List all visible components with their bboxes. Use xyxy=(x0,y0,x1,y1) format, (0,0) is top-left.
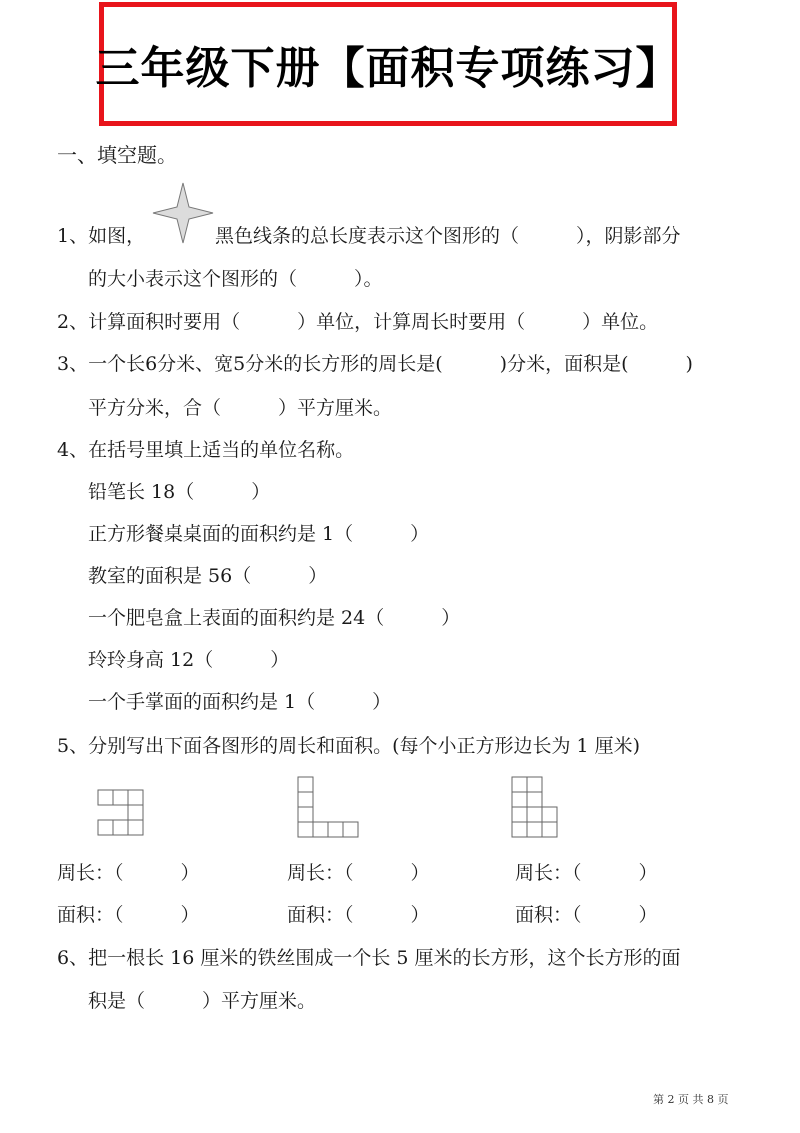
page-indicator: 第 2 页 共 8 页 xyxy=(653,1093,729,1106)
figure-2-area: 面积：（ ） xyxy=(287,904,430,926)
four-point-star-icon xyxy=(152,182,214,244)
grid-figure-2 xyxy=(297,776,361,838)
grid-figure-1 xyxy=(97,789,145,837)
figure-3-area: 面积：（ ） xyxy=(515,904,658,926)
page-title: 三年级下册【面积专项练习】 xyxy=(95,43,681,94)
q4-item: 玲玲身高 12（ ） xyxy=(88,649,290,671)
q4-prompt: 4、在括号里填上适当的单位名称。 xyxy=(57,439,355,461)
q4-item: 教室的面积是 56（ ） xyxy=(88,565,328,587)
grid-figure-3 xyxy=(511,776,559,838)
figure-1-area: 面积：（ ） xyxy=(57,904,200,926)
figure-1-perimeter: 周长：（ ） xyxy=(57,862,200,884)
section-heading: 一、填空题。 xyxy=(57,143,177,167)
q5-prompt: 5、分别写出下面各图形的周长和面积。(每个小正方形边长为 1 厘米) xyxy=(57,735,641,757)
q4-item: 一个手掌面的面积约是 1（ ） xyxy=(88,691,392,713)
q1-line2: 的大小表示这个图形的（ ）。 xyxy=(88,268,383,290)
q4-item: 铅笔长 18（ ） xyxy=(88,481,271,503)
q2-line1: 2、计算面积时要用（ ）单位，计算周长时要用（ ）单位。 xyxy=(57,311,659,333)
figure-2-perimeter: 周长：（ ） xyxy=(287,862,430,884)
q6-line1: 6、把一根长 16 厘米的铁丝围成一个长 5 厘米的长方形，这个长方形的面 xyxy=(57,947,681,969)
figure-3-perimeter: 周长：（ ） xyxy=(515,862,658,884)
q1-line1-suffix: 黑色线条的总长度表示这个图形的（ ），阴影部分 xyxy=(215,225,681,247)
q3-line2: 平方分米，合（ ）平方厘米。 xyxy=(88,397,393,419)
q4-item: 正方形餐桌桌面的面积约是 1（ ） xyxy=(88,523,430,545)
q1-line1-prefix: 1、如图， xyxy=(57,225,146,247)
title-banner xyxy=(95,2,681,126)
q4-item: 一个肥皂盒上表面的面积约是 24（ ） xyxy=(88,607,461,629)
q3-line1: 3、一个长6分米、宽5分米的长方形的周长是( )分米，面积是( ) xyxy=(57,353,693,375)
q6-line2: 积是（ ）平方厘米。 xyxy=(88,990,317,1012)
